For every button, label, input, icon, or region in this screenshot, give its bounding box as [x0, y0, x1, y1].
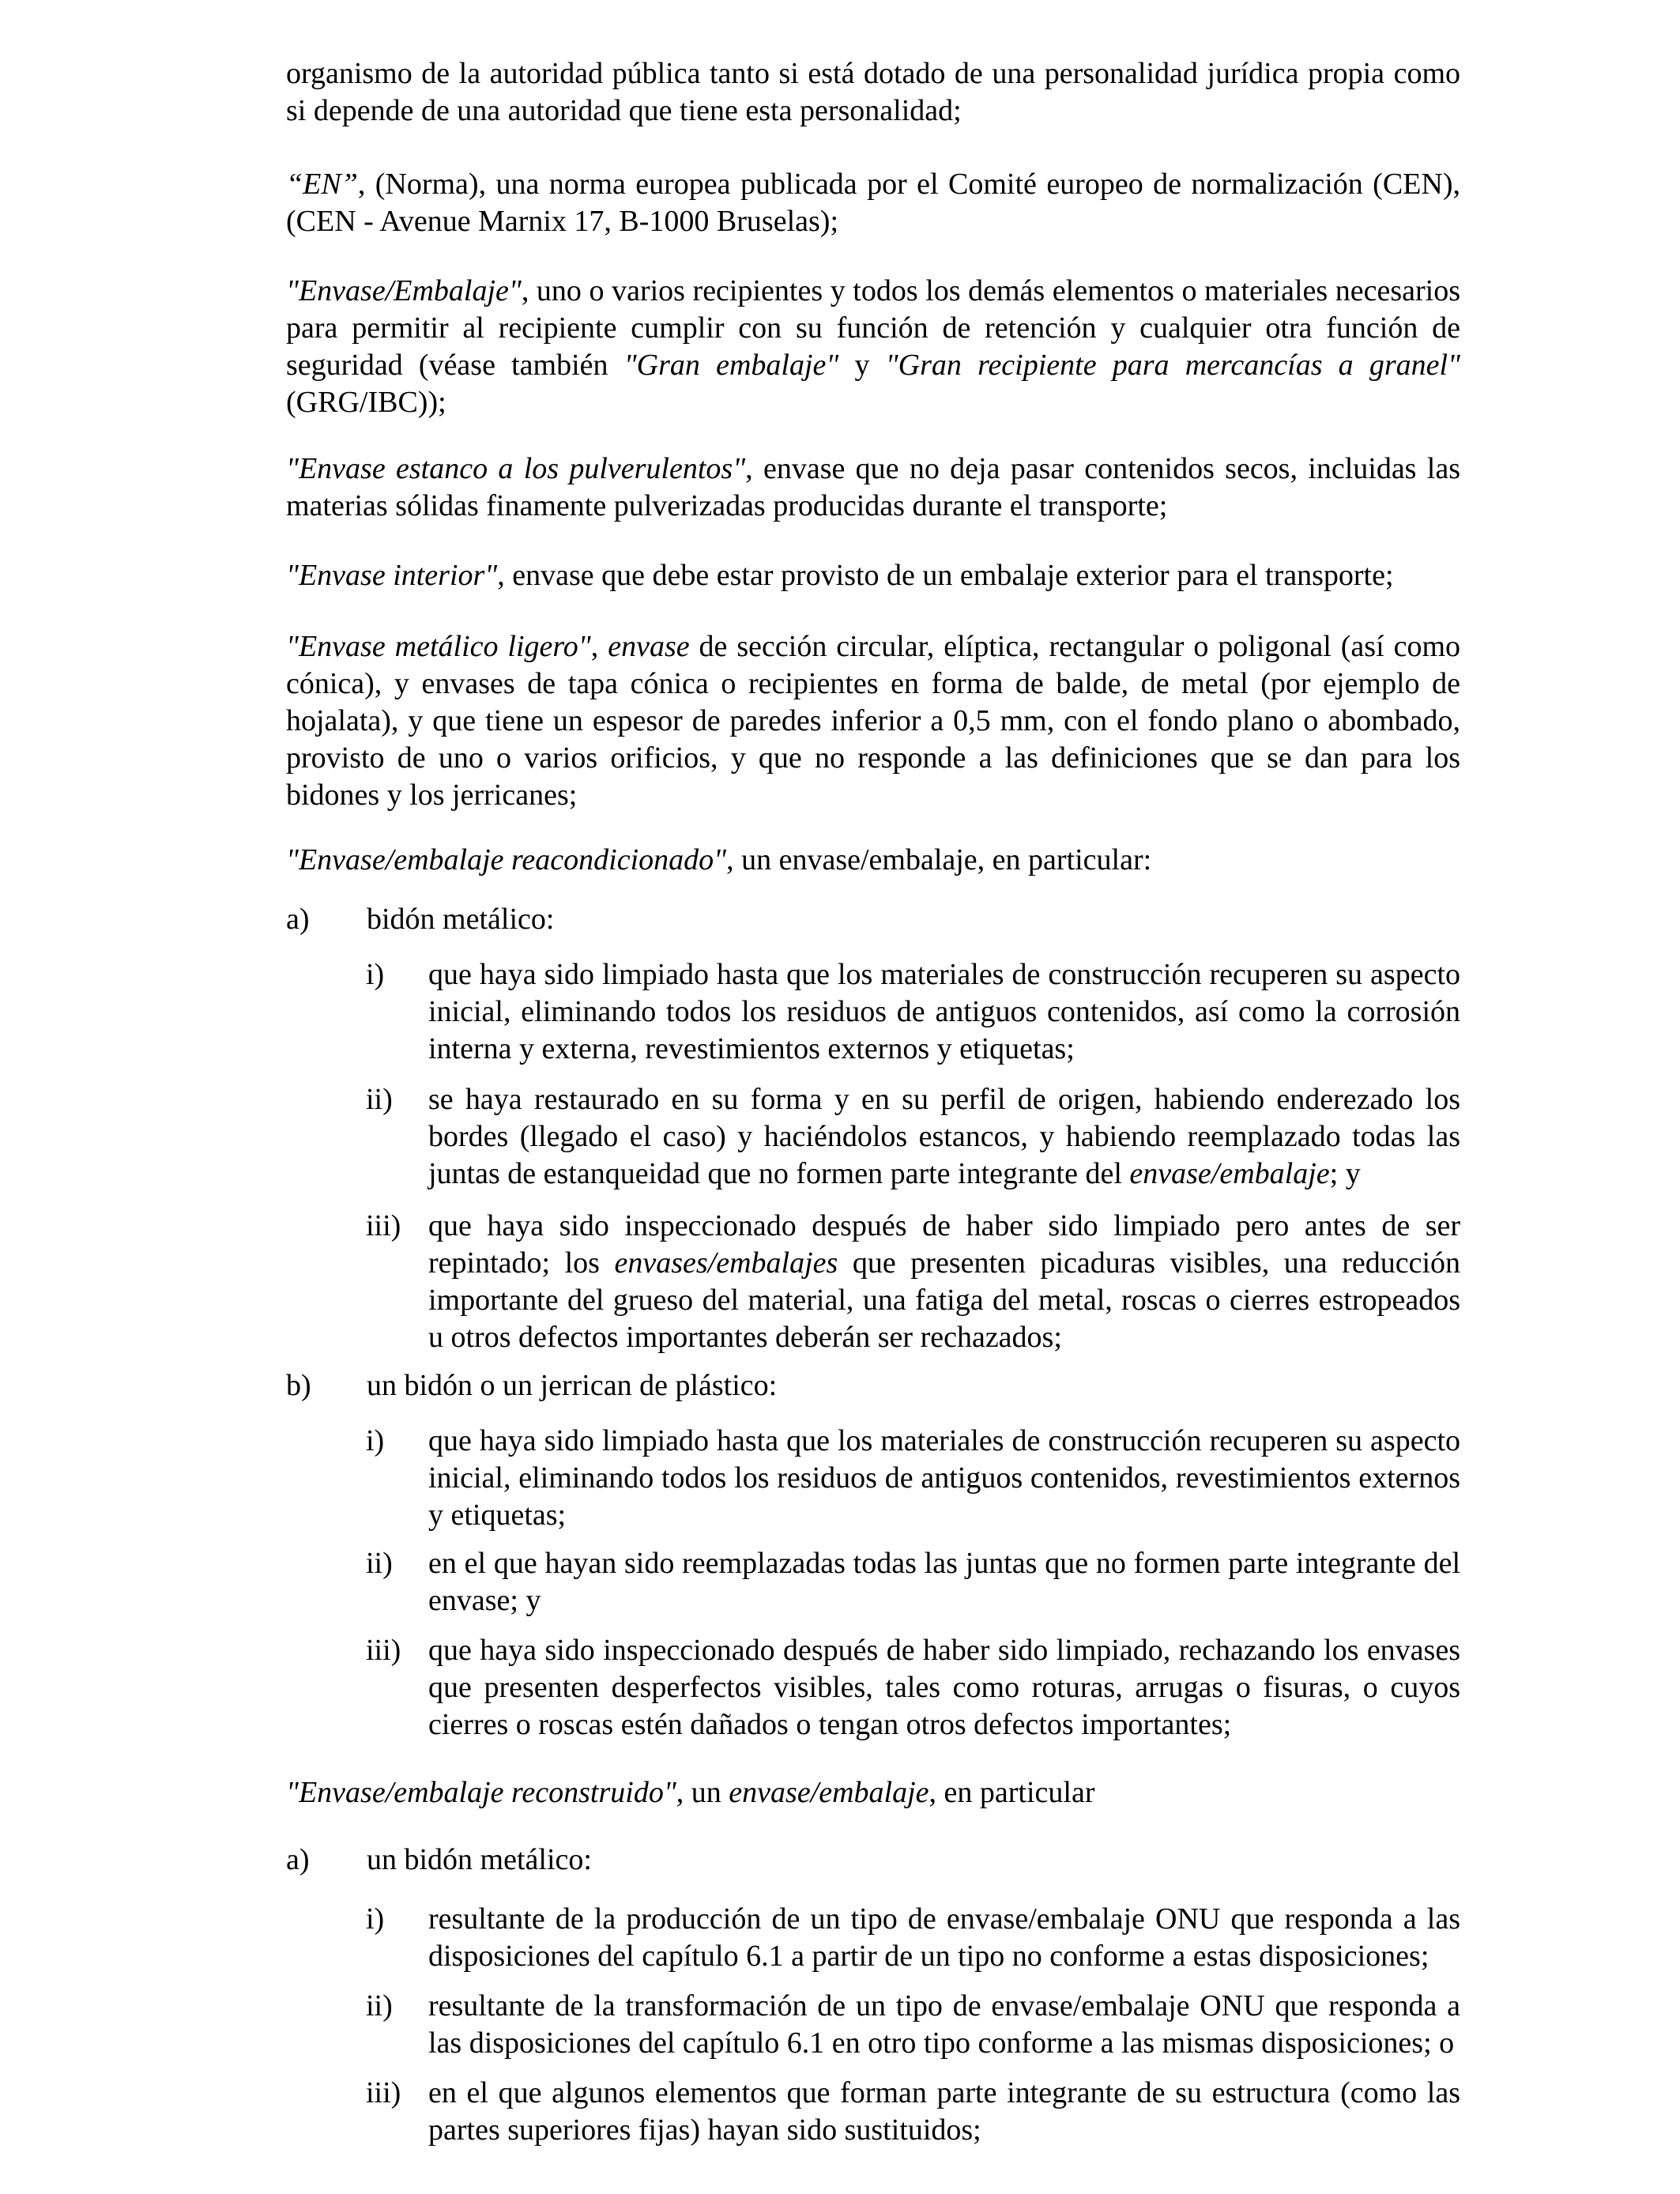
- definition-envase-interior-text: , envase que debe estar provisto de un embalaje exterior para el transporte;: [497, 559, 1394, 592]
- list-label: a): [286, 1843, 310, 1876]
- term-envase-estanco: "Envase estanco a los pulverulentos": [286, 452, 746, 485]
- sub-item-text: que haya sido limpiado hasta que los materiales de construcción recuperen su aspecto inicial, eliminando todos los residuos de antiguos contenidos, así como la corrosión interna y externa, revestimientos externos y etiquetas;: [428, 958, 1460, 1065]
- term-en: “EN”: [286, 168, 358, 201]
- term-envase-embalaje-em: envase/embalaje: [729, 1776, 929, 1809]
- sub-item-text: en el que hayan sido reemplazadas todas las juntas que no formen parte integrante del envase; y: [428, 1547, 1460, 1617]
- sub-item-label: iii): [366, 1209, 401, 1242]
- ref-gran-embalaje: "Gran embalaje": [623, 349, 839, 382]
- sub-item-text: que haya sido limpiado hasta que los materiales de construcción recuperen su aspecto inicial, eliminando todos los residuos de antiguos contenidos, revestimientos externos y etiquetas;: [428, 1424, 1460, 1532]
- definition-envase-estanco: [286, 450, 1460, 525]
- definition-reconstruido-text-1: , un: [676, 1776, 729, 1809]
- definition-reconstruido: [286, 1774, 1460, 1811]
- definition-envase-embalaje: [286, 273, 1460, 421]
- definition-envase-interior: [286, 557, 1460, 594]
- sub-item-text: resultante de la producción de un tipo de envase/embalaje ONU que responda a las disposiciones del capítulo 6.1 a partir de un tipo no conforme a estas disposiciones;: [428, 1902, 1460, 1973]
- sub-item-label: ii): [366, 1083, 393, 1116]
- definition-en-text: , (Norma), una norma europea publicada por el Comité europeo de normalización (CEN), (CEN - Avenue Marnix 17, B-1000 Bruselas);: [286, 168, 1460, 238]
- definition-envase-estanco-text: , envase que no deja pasar contenidos secos, incluidas las materias sólidas finamente pulverizadas producidas durante el transporte;: [286, 452, 1460, 522]
- sub-item-text: que haya sido inspeccionado después de haber sido limpiado, rechazando los envases que presenten desperfectos visibles, tales como roturas, arrugas o fisuras, o cuyos cierres o roscas estén dañados o tengan otros defectos importantes;: [428, 1634, 1460, 1741]
- ref-gran-recipiente: "Gran recipiente para mercancías a granel": [885, 349, 1461, 382]
- sub-item-label: i): [366, 1424, 385, 1457]
- definition-envase-embalaje-text-1: , uno o varios recipientes y todos los demás elementos o materiales necesarios para permitir al recipiente cumplir con su función de retención y cualquier otra función de seguridad (véase también: [286, 274, 1460, 382]
- list-label: a): [286, 903, 310, 936]
- definition-envase-metalico-text: de sección circular, elíptica, rectangular o poligonal (así como cónica), y envases de tapa cónica o recipientes en forma de balde, de metal (por ejemplo de hojalata), y que tiene un espesor de paredes inferior a 0,5 mm, con el fondo plano o abombado, provisto de uno o varios orificios, y que no responde a las definiciones que se dan para los bidones y los jerricanes;: [286, 630, 1461, 812]
- term-reconstruido: "Envase/embalaje reconstruido": [286, 1776, 676, 1809]
- intro-paragraph: [286, 55, 1460, 130]
- definition-reacondicionado: [286, 842, 1460, 879]
- definition-envase-metalico-sep: ,: [590, 630, 608, 663]
- definition-reconstruido-text-2: , en particular: [929, 1776, 1095, 1809]
- list-label: b): [286, 1369, 311, 1402]
- list-text: un bidón o un jerrican de plástico:: [367, 1369, 778, 1402]
- sub-item-text-part: ; y: [1329, 1157, 1361, 1190]
- term-reacondicionado: "Envase/embalaje reacondicionado": [286, 843, 727, 876]
- list-text: bidón metálico:: [367, 903, 555, 936]
- term-envase: envase: [608, 630, 690, 663]
- sub-item-text: [428, 1208, 1460, 1356]
- sub-item-label: i): [366, 1902, 385, 1936]
- sub-item-text-part: que presenten picaduras visibles, una reducción importante del grueso del material, una fatiga del metal, roscas o cierres estropeados u otros defectos importantes deberán ser rechazados;: [428, 1246, 1460, 1354]
- sub-item-text: en el que algunos elementos que forman parte integrante de su estructura (como las partes superiores fijas) hayan sido sustituidos;: [428, 2076, 1460, 2147]
- term-envase-interior: "Envase interior": [286, 559, 498, 592]
- sub-item-label: iii): [366, 2076, 401, 2109]
- definition-envase-embalaje-text-3: (GRG/IBC));: [286, 386, 446, 419]
- definition-envase-embalaje-text-2: y: [838, 349, 886, 382]
- sub-item-text: resultante de la transformación de un tipo de envase/embalaje ONU que responda a las disposiciones del capítulo 6.1 en otro tipo conforme a las mismas disposiciones; o: [428, 1989, 1460, 2060]
- sub-item-emphasis: envase/embalaje: [1129, 1157, 1330, 1190]
- sub-item-text-part: se haya restaurado en su forma y en su perfil de origen, habiendo enderezado los bordes (llegado el caso) y haciéndolos estancos, y habiendo reemplazado todas las juntas de estanqueidad que no formen parte integrante del: [428, 1083, 1460, 1190]
- definition-envase-metalico: [286, 628, 1460, 814]
- term-envase-embalaje: "Envase/Embalaje": [286, 274, 522, 307]
- sub-item-text: [428, 1081, 1460, 1193]
- sub-item-label: i): [366, 958, 385, 991]
- definition-reacondicionado-text: , un envase/embalaje, en particular:: [726, 843, 1152, 876]
- term-envase-metalico: "Envase metálico ligero": [286, 630, 591, 663]
- list-text: un bidón metálico:: [367, 1843, 592, 1876]
- definition-en: [286, 166, 1460, 240]
- sub-item-text-part: que haya sido inspeccionado después de haber sido limpiado pero antes de ser repintado; los: [428, 1209, 1460, 1280]
- intro-text: organismo de la autoridad pública tanto si está dotado de una personalidad jurídica propia como si depende de una autoridad que tiene esta personalidad;: [286, 57, 1460, 127]
- sub-item-label: ii): [366, 1989, 393, 2022]
- sub-item-label: iii): [366, 1634, 401, 1667]
- sub-item-emphasis: envases/embalajes: [614, 1246, 838, 1280]
- sub-item-label: ii): [366, 1547, 393, 1580]
